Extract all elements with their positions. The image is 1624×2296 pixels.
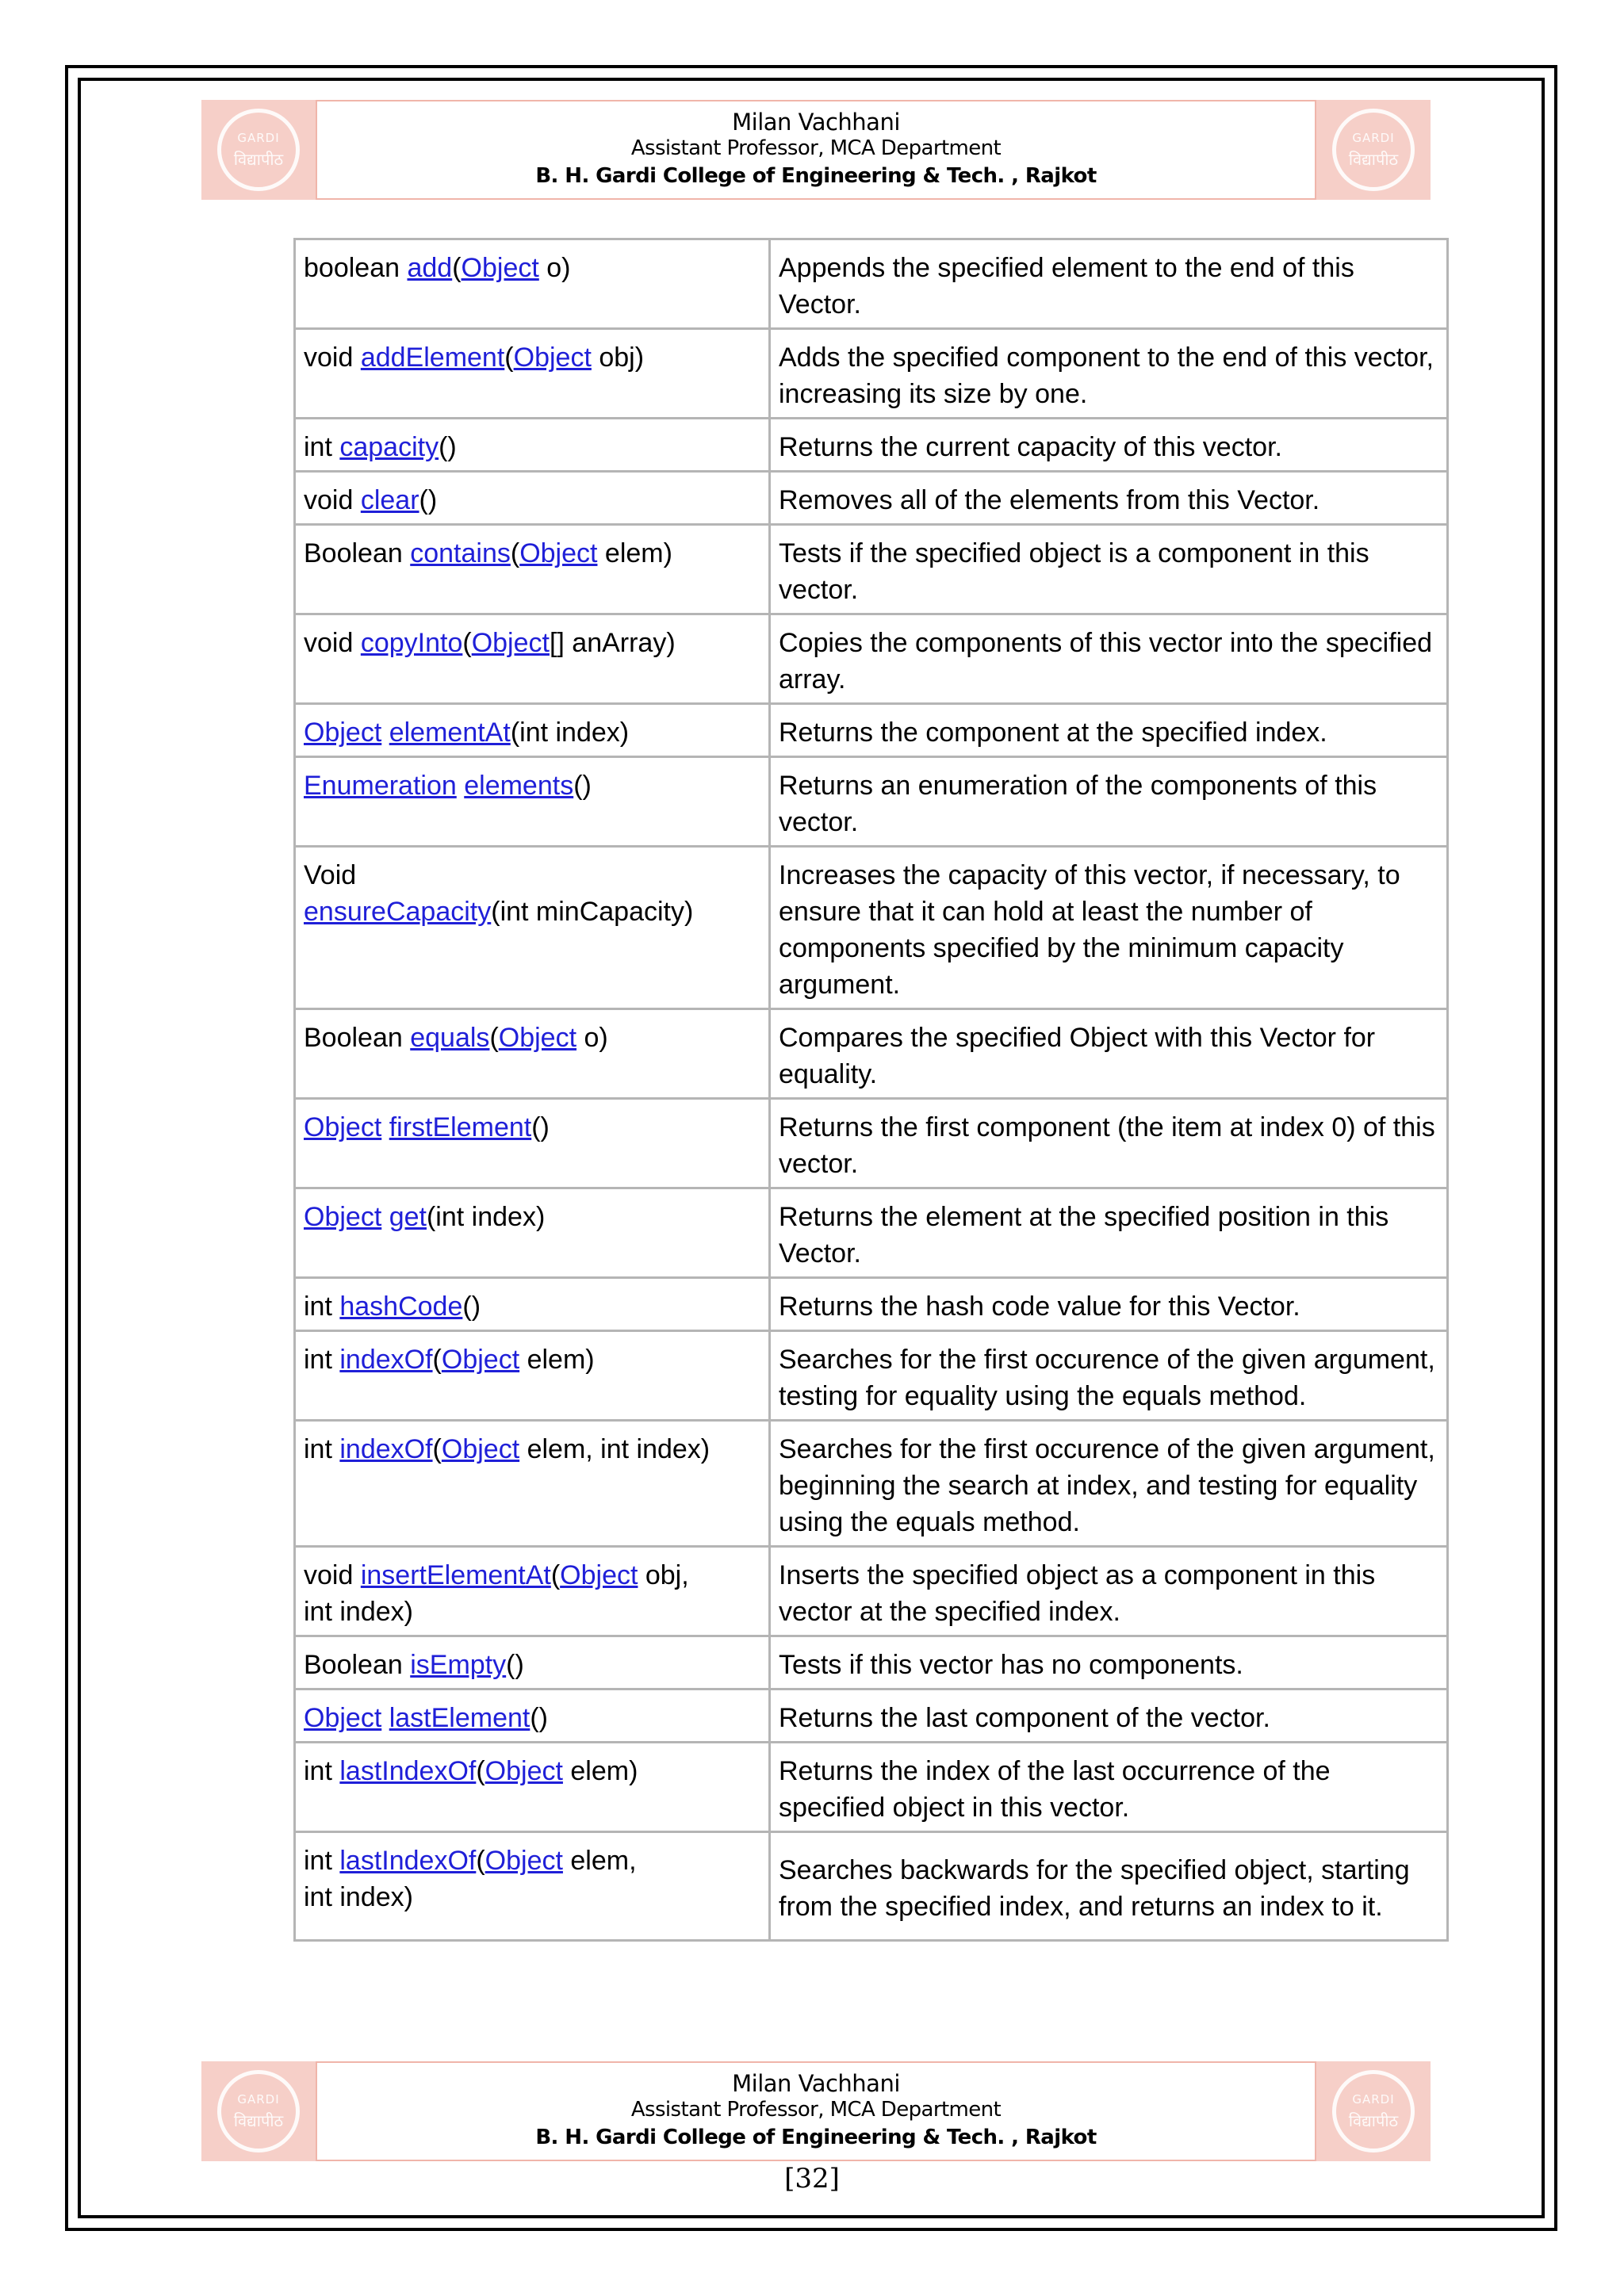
- method-signature-cell: [295, 1689, 770, 1743]
- table-row: [295, 239, 1448, 329]
- method-description-cell: [770, 1547, 1448, 1636]
- header-author-role: Assistant Professor, MCA Department: [630, 136, 1002, 160]
- table-row: [295, 1188, 1448, 1278]
- signature-text: (): [530, 1703, 549, 1733]
- college-logo-icon: GARDI विद्यापीठ: [1332, 109, 1415, 191]
- college-logo-icon: GARDI विद्यापीठ: [1332, 2070, 1415, 2152]
- method-signature-cell: [295, 1099, 770, 1188]
- method-description: Compares the specified Object with this Vector for equality.: [779, 1023, 1376, 1089]
- method-description: Returns an enumeration of the components of this vector.: [779, 771, 1377, 837]
- api-link[interactable]: Object: [441, 1345, 520, 1375]
- method-description-cell: [770, 1188, 1448, 1278]
- method-signature-cell: [295, 472, 770, 525]
- table-row: [295, 1689, 1448, 1743]
- table-row: [295, 1278, 1448, 1331]
- method-description-cell: [770, 525, 1448, 614]
- college-logo-icon: GARDI विद्यापीठ: [217, 109, 300, 191]
- footer-author-role: Assistant Professor, MCA Department: [630, 2098, 1002, 2122]
- api-link[interactable]: get: [389, 1202, 427, 1232]
- signature-text: void: [304, 342, 361, 373]
- api-link[interactable]: indexOf: [339, 1434, 433, 1464]
- signature-text: (): [419, 485, 438, 515]
- method-description: Returns the last component of the vector.: [779, 1703, 1270, 1733]
- api-link[interactable]: Enumeration: [304, 771, 457, 801]
- api-link[interactable]: Object: [304, 718, 382, 748]
- signature-text: (): [462, 1292, 481, 1322]
- method-signature-cell: [295, 757, 770, 847]
- method-description-cell: [770, 239, 1448, 329]
- signature-text: (: [510, 538, 520, 568]
- signature-text: (int index): [510, 718, 630, 748]
- signature-text: o): [538, 253, 571, 283]
- method-description: Returns the first component (the item at index 0) of this vector.: [779, 1112, 1435, 1179]
- footer-text-box: [316, 2061, 1316, 2161]
- signature-text: Boolean: [304, 1650, 411, 1680]
- api-link[interactable]: insertElementAt: [360, 1560, 551, 1590]
- footer-banner: [201, 2061, 1431, 2161]
- signature-text: Void: [304, 860, 357, 890]
- method-description: Returns the component at the specified index.: [779, 718, 1327, 748]
- api-link[interactable]: firstElement: [389, 1112, 532, 1142]
- api-link[interactable]: Object: [498, 1023, 577, 1053]
- method-signature-cell: [295, 1421, 770, 1547]
- header-college-name: B. H. Gardi College of Engineering & Tech. , Rajkot: [535, 164, 1097, 188]
- signature-text: (: [504, 342, 514, 373]
- signature-text: (int minCapacity): [491, 897, 694, 927]
- header-logo-left: [201, 100, 316, 200]
- method-description: Returns the index of the last occurrence of the specified object in this vector.: [779, 1756, 1331, 1823]
- method-description-cell: [770, 1636, 1448, 1689]
- signature-text: int: [304, 432, 340, 462]
- header-logo-right: [1316, 100, 1431, 200]
- header-banner: [201, 100, 1431, 200]
- signature-text: (: [462, 628, 472, 658]
- api-link[interactable]: indexOf: [339, 1345, 433, 1375]
- api-link[interactable]: Object: [471, 628, 550, 658]
- signature-text: void: [304, 485, 361, 515]
- signature-text: obj): [591, 342, 645, 373]
- method-description: Appends the specified element to the end of this Vector.: [779, 253, 1354, 320]
- table-row: [295, 419, 1448, 472]
- method-description-cell: [770, 1421, 1448, 1547]
- method-description: Increases the capacity of this vector, if necessary, to ensure that it can hold at least the number of components specified by the minimum capacity argument.: [779, 860, 1400, 1000]
- signature-text: void: [304, 1560, 361, 1590]
- method-description-cell: [770, 472, 1448, 525]
- signature-text: (: [476, 1756, 485, 1786]
- api-link[interactable]: Object: [304, 1202, 382, 1232]
- table-row: [295, 757, 1448, 847]
- method-signature-cell: [295, 704, 770, 757]
- signature-text: int: [304, 1434, 340, 1464]
- signature-text: (: [432, 1434, 442, 1464]
- api-link[interactable]: elementAt: [389, 718, 511, 748]
- table-row: [295, 614, 1448, 704]
- api-link[interactable]: lastIndexOf: [339, 1846, 477, 1876]
- page-number: [32]: [784, 2163, 840, 2195]
- api-link[interactable]: hashCode: [339, 1292, 463, 1322]
- api-link[interactable]: copyInto: [360, 628, 463, 658]
- signature-text: (int index): [426, 1202, 546, 1232]
- method-signature-cell: [295, 1331, 770, 1421]
- api-link[interactable]: capacity: [339, 432, 439, 462]
- method-signature-cell: [295, 1636, 770, 1689]
- method-signature-cell: [295, 329, 770, 419]
- footer-logo-right: [1316, 2061, 1431, 2161]
- signature-text: elem): [519, 1345, 595, 1375]
- table-row: [295, 847, 1448, 1009]
- method-description-cell: [770, 1832, 1448, 1941]
- method-signature-cell: [295, 1009, 770, 1099]
- method-signature-cell: [295, 1188, 770, 1278]
- method-signature-cell: [295, 239, 770, 329]
- table-row: [295, 472, 1448, 525]
- method-description: Returns the element at the specified position in this Vector.: [779, 1202, 1389, 1269]
- vector-methods-table: [293, 238, 1449, 1942]
- signature-text: int: [304, 1292, 340, 1322]
- table-row: [295, 1743, 1448, 1832]
- method-description: Tests if the specified object is a component in this vector.: [779, 538, 1369, 605]
- method-description: Searches for the first occurence of the given argument, testing for equality using the equals method.: [779, 1345, 1435, 1411]
- signature-text: Boolean: [304, 538, 411, 568]
- signature-text: (: [452, 253, 462, 283]
- method-description-cell: [770, 847, 1448, 1009]
- signature-text: (: [489, 1023, 499, 1053]
- signature-text: int index): [304, 1882, 413, 1912]
- table-row: [295, 525, 1448, 614]
- api-link[interactable]: contains: [410, 538, 511, 568]
- signature-text: elem,: [562, 1846, 637, 1876]
- header-author-name: Milan Vachhani: [732, 109, 900, 136]
- signature-text: (): [506, 1650, 524, 1680]
- api-link[interactable]: Object: [560, 1560, 638, 1590]
- table-row: [295, 704, 1448, 757]
- api-link[interactable]: Object: [485, 1846, 563, 1876]
- signature-text: elem, int index): [519, 1434, 710, 1464]
- table-row: [295, 1009, 1448, 1099]
- method-description: Searches backwards for the specified object, starting from the specified index, and returns an index to it.: [779, 1855, 1410, 1922]
- method-description: Inserts the specified object as a component in this vector at the specified index.: [779, 1560, 1376, 1627]
- api-link[interactable]: clear: [360, 485, 419, 515]
- api-link[interactable]: lastElement: [389, 1703, 530, 1733]
- signature-text: o): [576, 1023, 608, 1053]
- api-link[interactable]: Object: [441, 1434, 520, 1464]
- signature-text: elem): [597, 538, 672, 568]
- api-link[interactable]: Object: [513, 342, 592, 373]
- api-link[interactable]: addElement: [360, 342, 505, 373]
- api-link[interactable]: Object: [304, 1112, 382, 1142]
- method-description-cell: [770, 704, 1448, 757]
- signature-text: boolean: [304, 253, 408, 283]
- method-description-cell: [770, 1009, 1448, 1099]
- method-description-cell: [770, 1278, 1448, 1331]
- methods-table-body: [295, 239, 1448, 1941]
- footer-author-name: Milan Vachhani: [732, 2070, 900, 2097]
- method-description-cell: [770, 329, 1448, 419]
- signature-text: (): [531, 1112, 550, 1142]
- api-link[interactable]: elements: [464, 771, 574, 801]
- method-description-cell: [770, 614, 1448, 704]
- signature-text: int index): [304, 1597, 413, 1627]
- signature-text: [381, 718, 389, 748]
- signature-text: [381, 1202, 389, 1232]
- method-signature-cell: [295, 525, 770, 614]
- table-row: [295, 1099, 1448, 1188]
- signature-text: (: [432, 1345, 442, 1375]
- signature-text: obj,: [638, 1560, 689, 1590]
- header-text-box: [316, 100, 1316, 200]
- method-signature-cell: [295, 1278, 770, 1331]
- signature-text: elem): [562, 1756, 638, 1786]
- college-logo-icon: GARDI विद्यापीठ: [217, 2070, 300, 2152]
- api-link[interactable]: Object: [485, 1756, 563, 1786]
- table-row: [295, 1636, 1448, 1689]
- table-row: [295, 1547, 1448, 1636]
- signature-text: (: [550, 1560, 561, 1590]
- signature-text: int: [304, 1345, 340, 1375]
- api-link[interactable]: add: [407, 253, 453, 283]
- table-row: [295, 1832, 1448, 1941]
- method-signature-cell: [295, 419, 770, 472]
- method-signature-cell: [295, 1547, 770, 1636]
- api-link[interactable]: isEmpty: [410, 1650, 507, 1680]
- api-link[interactable]: Object: [304, 1703, 382, 1733]
- method-description: Returns the hash code value for this Vector.: [779, 1292, 1300, 1322]
- method-description-cell: [770, 419, 1448, 472]
- footer-college-name: B. H. Gardi College of Engineering & Tech. , Rajkot: [535, 2126, 1097, 2149]
- method-description: Tests if this vector has no components.: [779, 1650, 1243, 1680]
- method-description-cell: [770, 757, 1448, 847]
- method-description: Searches for the first occurence of the given argument, beginning the search at index, and testing for equality using the equals method.: [779, 1434, 1435, 1537]
- signature-text: [381, 1703, 389, 1733]
- signature-text: [381, 1112, 389, 1142]
- signature-text: int: [304, 1756, 340, 1786]
- method-description-cell: [770, 1689, 1448, 1743]
- api-link[interactable]: ensureCapacity: [304, 897, 492, 927]
- footer-logo-left: [201, 2061, 316, 2161]
- method-description: Adds the specified component to the end of this vector, increasing its size by one.: [779, 342, 1434, 409]
- signature-text: void: [304, 628, 361, 658]
- api-link[interactable]: equals: [410, 1023, 490, 1053]
- table-row: [295, 329, 1448, 419]
- signature-text: Boolean: [304, 1023, 411, 1053]
- method-signature-cell: [295, 614, 770, 704]
- table-row: [295, 1331, 1448, 1421]
- method-signature-cell: [295, 847, 770, 1009]
- method-description: Copies the components of this vector into the specified array.: [779, 628, 1433, 695]
- method-signature-cell: [295, 1743, 770, 1832]
- signature-text: [] anArray): [549, 628, 676, 658]
- signature-text: int: [304, 1846, 340, 1876]
- signature-text: (): [439, 432, 457, 462]
- method-description: Removes all of the elements from this Vector.: [779, 485, 1320, 515]
- api-link[interactable]: Object: [461, 253, 539, 283]
- signature-text: [457, 771, 464, 801]
- api-link[interactable]: lastIndexOf: [339, 1756, 477, 1786]
- signature-text: (: [476, 1846, 485, 1876]
- method-description-cell: [770, 1099, 1448, 1188]
- method-signature-cell: [295, 1832, 770, 1941]
- method-description: Returns the current capacity of this vector.: [779, 432, 1282, 462]
- api-link[interactable]: Object: [519, 538, 598, 568]
- method-description-cell: [770, 1331, 1448, 1421]
- signature-text: (): [573, 771, 592, 801]
- table-row: [295, 1421, 1448, 1547]
- method-description-cell: [770, 1743, 1448, 1832]
